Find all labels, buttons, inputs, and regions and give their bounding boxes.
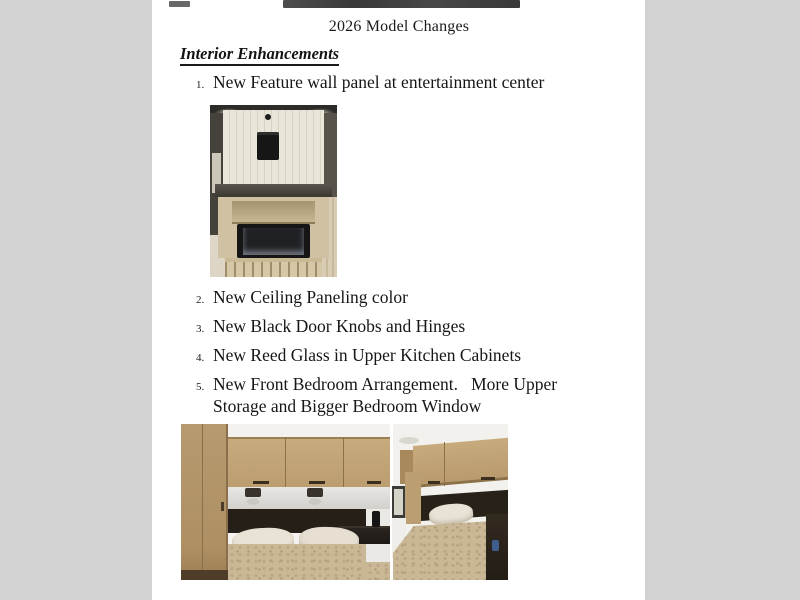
cabinet-handle (253, 481, 269, 484)
list-number-3: 3. (196, 323, 205, 335)
list-item-3 (196, 315, 465, 340)
tv-mount (257, 132, 279, 160)
slatted-base (225, 258, 322, 277)
list-item-5-line2: Storage and Bigger Bedroom Window (213, 396, 482, 416)
cabinet-seam (285, 437, 286, 487)
list-number-1: 1. (196, 79, 205, 91)
lamp-glow (309, 498, 321, 505)
blue-object (492, 540, 499, 551)
wood-trim (405, 472, 421, 524)
left-gray-margin (0, 0, 152, 600)
counter-top (215, 184, 332, 197)
reading-lamp (245, 488, 261, 497)
cropped-top-image-strip (283, 0, 520, 8)
bedroom-photo (181, 424, 508, 580)
section-heading: Interior Enhancements (180, 44, 339, 66)
cabinet-handle (481, 477, 495, 480)
window-pane (394, 489, 403, 515)
list-number-4: 4. (196, 352, 205, 364)
entertainment-center-photo (210, 105, 337, 277)
bed-corner (366, 562, 390, 580)
list-number-5: 5. (196, 381, 205, 393)
carpet (210, 258, 225, 277)
list-item-1 (196, 71, 544, 96)
list-text-1: New Feature wall panel at entertainment center (213, 72, 545, 92)
ceiling-light (399, 437, 419, 444)
right-gray-margin (645, 0, 800, 600)
lamp-glow (247, 498, 259, 505)
wardrobe-handle (221, 502, 224, 511)
list-number-2: 2. (196, 294, 205, 306)
cropped-top-fleck (169, 1, 190, 7)
cabinet-seam (343, 437, 344, 487)
page-title: 2026 Model Changes (328, 18, 470, 35)
bottle (372, 511, 380, 527)
wall-button (265, 114, 271, 120)
list-text-4: New Reed Glass in Upper Kitchen Cabinets (213, 345, 522, 365)
bed-comforter (228, 544, 366, 580)
upper-cabinets (228, 437, 390, 487)
list-text-2: New Ceiling Paneling color (213, 287, 408, 307)
cabinet-handle (428, 481, 440, 484)
list-item-4 (196, 344, 521, 369)
reading-lamp (307, 488, 323, 497)
cabinet-seam (444, 442, 445, 486)
cabinet-handle (309, 481, 325, 484)
wardrobe-base (181, 570, 228, 580)
cabinet-handle (367, 481, 381, 484)
list-text-5: New Front Bedroom Arrangement. More Upper (213, 374, 558, 394)
open-shelf-niche (232, 201, 315, 224)
list-item-2 (196, 286, 408, 311)
list-text-3: New Black Door Knobs and Hinges (213, 316, 466, 336)
fireplace-glass (243, 228, 304, 255)
wardrobe-seam (202, 424, 203, 570)
